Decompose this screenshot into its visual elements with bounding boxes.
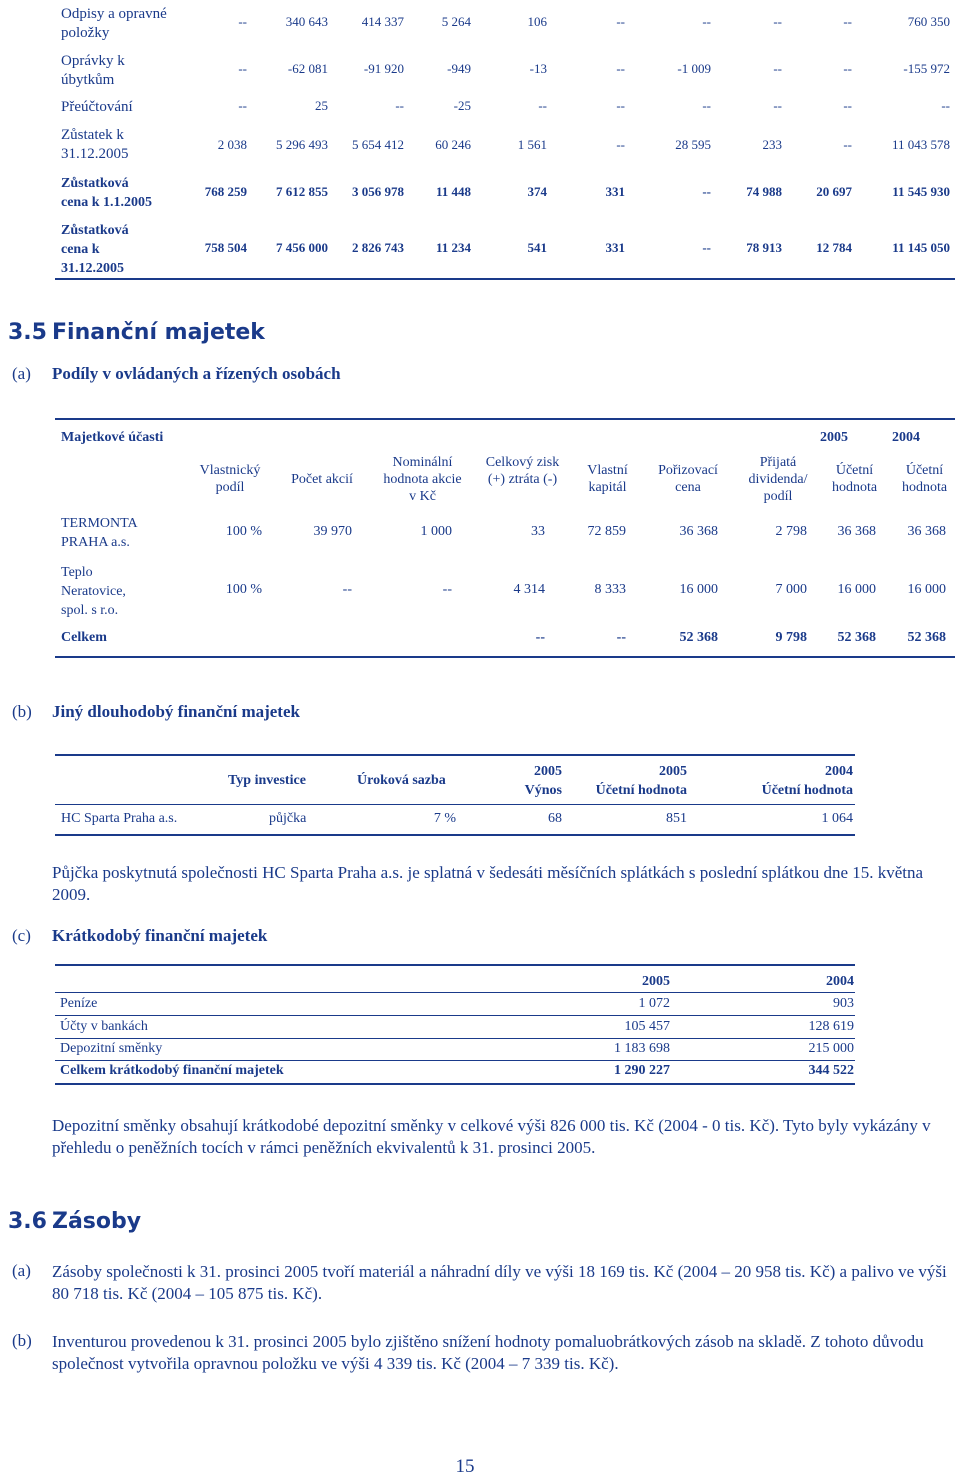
column-header: Počet akcií bbox=[291, 472, 353, 487]
table-cell: -- bbox=[538, 98, 547, 113]
table-cell: -13 bbox=[529, 61, 547, 76]
table-cell: 72 859 bbox=[587, 524, 626, 539]
table-cell: 233 bbox=[762, 137, 782, 152]
table-rule bbox=[55, 278, 955, 280]
row-label: Oprávky k úbytkům bbox=[61, 53, 125, 88]
table-rule bbox=[55, 1083, 855, 1085]
table-cell: -- bbox=[941, 98, 950, 113]
table-cell: 1 561 bbox=[517, 137, 547, 152]
table-cell: 1 000 bbox=[420, 524, 452, 539]
table-cell: 758 504 bbox=[204, 240, 247, 255]
column-header: Účetní hodnota bbox=[901, 463, 948, 495]
subsection-title: Krátkodobý finanční majetek bbox=[52, 926, 268, 945]
table-cell: -- bbox=[702, 98, 711, 113]
table-cell: 16 000 bbox=[907, 582, 946, 597]
table-rule bbox=[55, 656, 955, 658]
table-cell: 8 333 bbox=[594, 582, 626, 597]
table-cell: 7 % bbox=[433, 811, 456, 826]
table-cell: 105 457 bbox=[624, 1019, 670, 1034]
table-cell: 128 619 bbox=[808, 1019, 854, 1034]
page-number: 15 bbox=[455, 1456, 475, 1477]
table-cell: -- bbox=[773, 14, 782, 29]
table-cell: HC Sparta Praha a.s. bbox=[61, 811, 178, 826]
subsection-title: Podíly v ovládaných a řízených osobách bbox=[52, 364, 341, 383]
section-title: Finanční majetek bbox=[52, 320, 265, 345]
table-rule bbox=[55, 418, 955, 420]
section-title: Zásoby bbox=[52, 1209, 142, 1234]
table-cell: -155 972 bbox=[903, 61, 950, 76]
table-cell: 903 bbox=[833, 996, 854, 1011]
subsection-letter: (b) bbox=[12, 702, 32, 721]
table-cell: -- bbox=[442, 582, 452, 597]
table-rule bbox=[55, 754, 855, 756]
row-label: Zůstatek k 31.12.2005 bbox=[61, 127, 129, 162]
table-cell: -- bbox=[773, 61, 782, 76]
table-cell: 1 072 bbox=[638, 996, 670, 1011]
table-cell: 16 000 bbox=[837, 582, 876, 597]
column-header: Vlastnický podíl bbox=[199, 463, 261, 495]
table-cell: -- bbox=[843, 98, 852, 113]
table-cell: -- bbox=[395, 98, 404, 113]
table-cell: -- bbox=[238, 61, 247, 76]
loan-note: Půjčka poskytnutá společnosti HC Sparta Praha a.s. je splatná v šedesáti měsíčních splátkách s poslední splátkou dne 15. května 2009. bbox=[52, 863, 924, 904]
table-cell: -- bbox=[616, 61, 625, 76]
table-cell: Depozitní směnky bbox=[60, 1041, 163, 1056]
inventory-paragraph-b: Inventurou provedenou k 31. prosinci 2005 bylo zjištěno snížení hodnoty pomaluobrátkových zásob na skladě. Z tohoto důvodu společnost vytvořila opravnou položku ve výši 4 339 tis. Kč (2004 – 7 339 tis. Kč). bbox=[52, 1332, 924, 1373]
column-header: Účetní hodnota bbox=[831, 463, 878, 495]
table-cell: Účty v bankách bbox=[60, 1019, 148, 1034]
table-cell: -949 bbox=[447, 61, 471, 76]
table-cell: 7 456 000 bbox=[276, 240, 328, 255]
column-year: 2004 bbox=[825, 764, 853, 779]
table-cell: 11 145 050 bbox=[892, 240, 950, 255]
table-cell: 414 337 bbox=[361, 14, 404, 29]
deposit-note: Depozitní směnky obsahují krátkodobé depozitní směnky v celkové výši 826 000 tis. Kč (2004 - 0 tis. Kč). Tyto byly vykázány v přehledu o peněžních tocích v rámci peněžních ekvivalentů k 31. prosinci 2005. bbox=[52, 1116, 931, 1157]
table-cell: 5 654 412 bbox=[352, 137, 404, 152]
company-name: Teplo Neratovice, spol. s r.o. bbox=[61, 565, 126, 618]
column-year: 2005 bbox=[820, 430, 848, 445]
table-cell: -- bbox=[616, 630, 626, 645]
column-header: Přijatá dividenda/ podíl bbox=[748, 455, 808, 504]
table-cell: 5 264 bbox=[441, 14, 471, 29]
table-cell: 11 448 bbox=[435, 184, 471, 199]
subsection-letter: (c) bbox=[12, 926, 31, 945]
table-cell: 9 798 bbox=[775, 630, 807, 645]
table-cell: 39 970 bbox=[313, 524, 352, 539]
table-cell: 33 bbox=[531, 524, 545, 539]
column-header: Účetní hodnota bbox=[595, 783, 687, 798]
table-cell: 11 545 930 bbox=[892, 184, 950, 199]
section-number: 3.6 bbox=[8, 1209, 47, 1234]
table-cell: 1 290 227 bbox=[614, 1063, 670, 1078]
table-cell: 851 bbox=[666, 811, 687, 826]
table-cell: 52 368 bbox=[679, 630, 718, 645]
table-cell: 2 038 bbox=[217, 137, 247, 152]
table-cell: 106 bbox=[527, 14, 547, 29]
column-header: Nominální hodnota akcie v Kč bbox=[383, 455, 462, 504]
table-cell: -- bbox=[843, 14, 852, 29]
table-header-label: Majetkové účasti bbox=[61, 430, 164, 445]
table-cell: 374 bbox=[527, 184, 547, 199]
table-cell: 52 368 bbox=[907, 630, 946, 645]
table-cell: -- bbox=[616, 137, 625, 152]
column-header: Celkový zisk (+) ztráta (-) bbox=[485, 455, 560, 487]
column-header: Účetní hodnota bbox=[761, 783, 853, 798]
company-name: TERMONTA PRAHA a.s. bbox=[61, 516, 137, 550]
total-label: Celkem bbox=[61, 630, 107, 645]
table-cell: 331 bbox=[605, 184, 625, 199]
subsection-letter: (a) bbox=[12, 1261, 31, 1280]
table-cell: 11 234 bbox=[435, 240, 471, 255]
table-cell: -- bbox=[238, 98, 247, 113]
table-cell: 16 000 bbox=[679, 582, 718, 597]
subsection-title: Jiný dlouhodobý finanční majetek bbox=[52, 702, 300, 721]
table-rule bbox=[55, 1038, 855, 1039]
subsection-letter: (b) bbox=[12, 1331, 32, 1350]
table-cell: -91 920 bbox=[363, 61, 404, 76]
table-cell: -- bbox=[238, 14, 247, 29]
table-rule bbox=[55, 964, 855, 966]
table-cell: 215 000 bbox=[808, 1041, 854, 1056]
table-rule bbox=[55, 1060, 855, 1061]
section-number: 3.5 bbox=[8, 320, 47, 345]
table-cell: 768 259 bbox=[204, 184, 247, 199]
table-cell: 760 350 bbox=[907, 14, 950, 29]
table-cell: 11 043 578 bbox=[891, 137, 950, 152]
table-cell: 100 % bbox=[225, 582, 262, 597]
table-cell: 78 913 bbox=[746, 240, 782, 255]
table-cell: -- bbox=[702, 14, 711, 29]
table-cell: -- bbox=[616, 14, 625, 29]
table-cell: 1 064 bbox=[821, 811, 853, 826]
table-rule bbox=[55, 992, 855, 993]
table-cell: -- bbox=[843, 137, 852, 152]
table-cell: 12 784 bbox=[816, 240, 852, 255]
table-cell: 344 522 bbox=[808, 1063, 854, 1078]
table-cell: 1 183 698 bbox=[614, 1041, 670, 1056]
table-cell: 25 bbox=[315, 98, 328, 113]
table-cell: 2 826 743 bbox=[352, 240, 404, 255]
table-cell: -62 081 bbox=[287, 61, 328, 76]
row-label: Přeúčtování bbox=[61, 99, 133, 115]
table-cell: 28 595 bbox=[675, 137, 711, 152]
subsection-letter: (a) bbox=[12, 364, 31, 383]
table-cell: 541 bbox=[527, 240, 547, 255]
column-header: Pořizovací cena bbox=[658, 463, 718, 495]
table-cell: 36 368 bbox=[679, 524, 718, 539]
column-header: Úroková sazba bbox=[357, 773, 446, 788]
table-cell: 36 368 bbox=[907, 524, 946, 539]
table-cell: Peníze bbox=[60, 996, 98, 1011]
table-cell: 36 368 bbox=[837, 524, 876, 539]
table-cell: -- bbox=[702, 184, 711, 199]
table-cell: 7 000 bbox=[775, 582, 807, 597]
row-label: Odpisy a opravné položky bbox=[61, 6, 167, 41]
table-cell: -- bbox=[535, 630, 545, 645]
table-cell: -- bbox=[773, 98, 782, 113]
column-year: 2004 bbox=[826, 974, 854, 989]
table-cell: 3 056 978 bbox=[352, 184, 404, 199]
table-cell: -- bbox=[342, 582, 352, 597]
table-cell: -1 009 bbox=[677, 61, 711, 76]
table-cell: 68 bbox=[548, 811, 562, 826]
table-cell: 20 697 bbox=[816, 184, 852, 199]
table-cell: 331 bbox=[605, 240, 625, 255]
table-cell: -- bbox=[843, 61, 852, 76]
column-header: Vlastní kapitál bbox=[587, 463, 628, 495]
row-label: Zůstatková cena k 1.1.2005 bbox=[61, 176, 152, 210]
column-header: Výnos bbox=[524, 783, 562, 798]
table-cell: 100 % bbox=[225, 524, 262, 539]
column-header: Typ investice bbox=[228, 773, 306, 788]
table-cell: 5 296 493 bbox=[276, 137, 328, 152]
table-cell: půjčka bbox=[269, 811, 307, 826]
table-cell: 340 643 bbox=[285, 14, 328, 29]
table-cell: 4 314 bbox=[513, 582, 545, 597]
total-label: Celkem krátkodobý finanční majetek bbox=[60, 1063, 284, 1078]
table-cell: -- bbox=[616, 98, 625, 113]
column-year: 2004 bbox=[892, 430, 920, 445]
table-cell: 60 246 bbox=[435, 137, 471, 152]
table-cell: 2 798 bbox=[775, 524, 807, 539]
table-cell: 52 368 bbox=[837, 630, 876, 645]
table-rule bbox=[55, 1015, 855, 1016]
table-cell: 74 988 bbox=[746, 184, 782, 199]
table-cell: -- bbox=[702, 240, 711, 255]
table-rule bbox=[55, 834, 855, 836]
table-cell: -25 bbox=[453, 98, 471, 113]
column-year: 2005 bbox=[659, 764, 687, 779]
column-year: 2005 bbox=[534, 764, 562, 779]
table-rule bbox=[55, 804, 855, 805]
column-year: 2005 bbox=[642, 974, 670, 989]
table-cell: 7 612 855 bbox=[276, 184, 328, 199]
row-label: Zůstatková cena k 31.12.2005 bbox=[61, 223, 129, 276]
inventory-paragraph-a: Zásoby společnosti k 31. prosinci 2005 tvoří materiál a náhradní díly ve výši 18 169 tis. Kč (2004 – 20 958 tis. Kč) a palivo ve výši 80 718 tis. Kč (2004 – 105 875 tis. Kč). bbox=[52, 1262, 947, 1303]
